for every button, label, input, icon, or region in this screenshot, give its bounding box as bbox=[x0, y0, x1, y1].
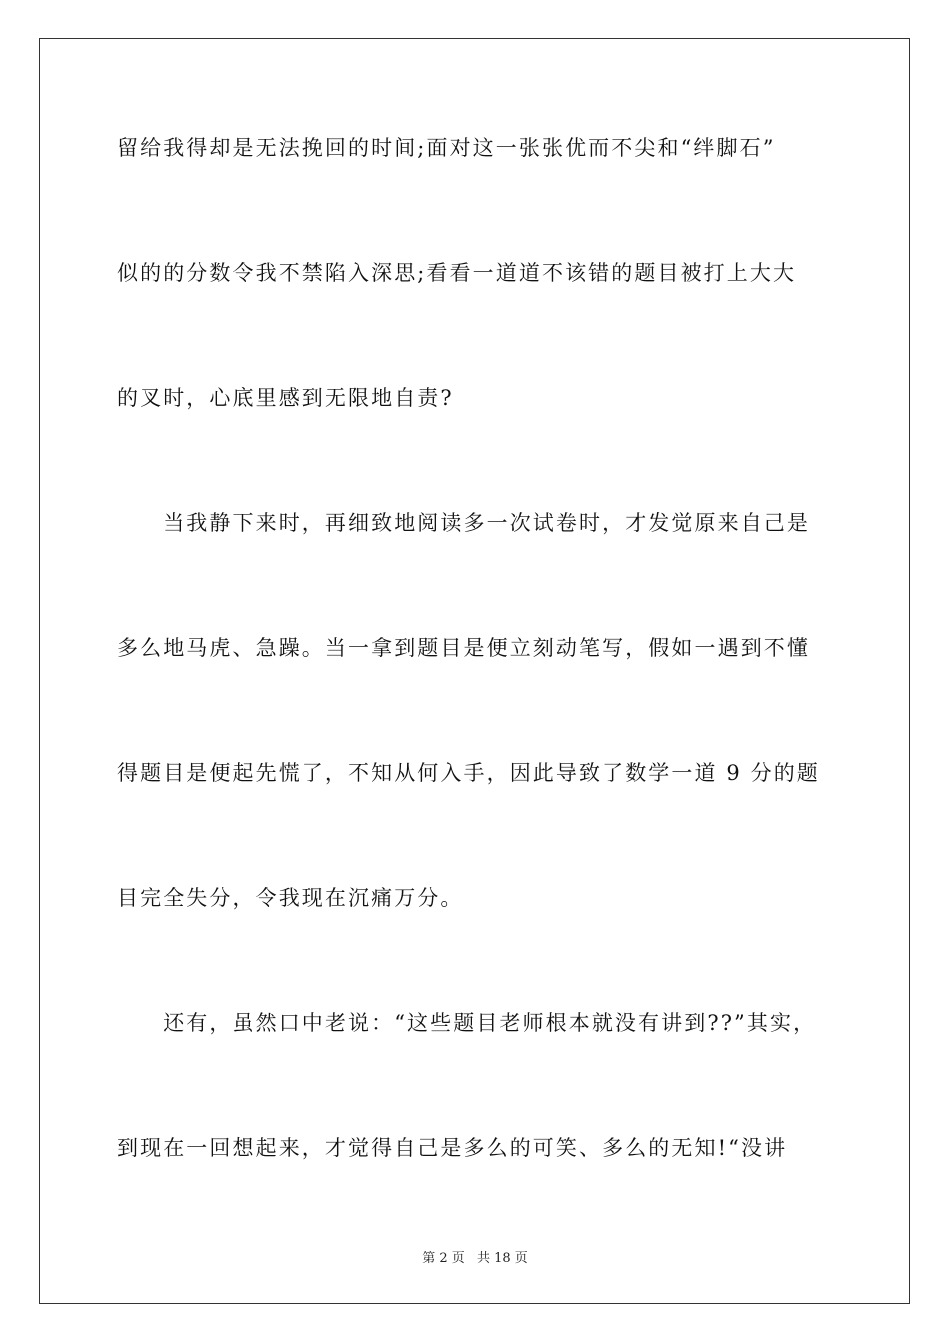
page-total: 共 18 页 bbox=[476, 1251, 528, 1266]
page-number: 第 2 页 bbox=[422, 1251, 465, 1266]
body-text-line: 当我静下来时，再细致地阅读多一次试卷时，才发觉原来自己是 bbox=[117, 511, 810, 535]
body-text-line: 似的的分数令我不禁陷入深思;看看一道道不该错的题目被打上大大 bbox=[117, 261, 797, 285]
body-text-line: 目完全失分，令我现在沉痛万分。 bbox=[117, 886, 464, 910]
page-footer bbox=[0, 1247, 950, 1266]
body-text-line: 得题目是便起先慌了，不知从何入手，因此导致了数学一道 9 分的题 bbox=[117, 761, 820, 785]
page-border bbox=[39, 38, 910, 1304]
body-text-line: 多么地马虎、急躁。当一拿到题目是便立刻动笔写，假如一遇到不懂 bbox=[117, 636, 810, 660]
body-text-line: 还有，虽然口中老说：“这些题目老师根本就没有讲到??”其实， bbox=[117, 1011, 817, 1035]
body-text-line: 留给我得却是无法挽回的时间;面对这一张张优而不尖和“绊脚石” bbox=[117, 136, 776, 160]
body-text-line: 到现在一回想起来，才觉得自己是多么的可笑、多么的无知!“没讲 bbox=[117, 1136, 788, 1160]
body-text-line: 的叉时，心底里感到无限地自责? bbox=[117, 386, 454, 410]
